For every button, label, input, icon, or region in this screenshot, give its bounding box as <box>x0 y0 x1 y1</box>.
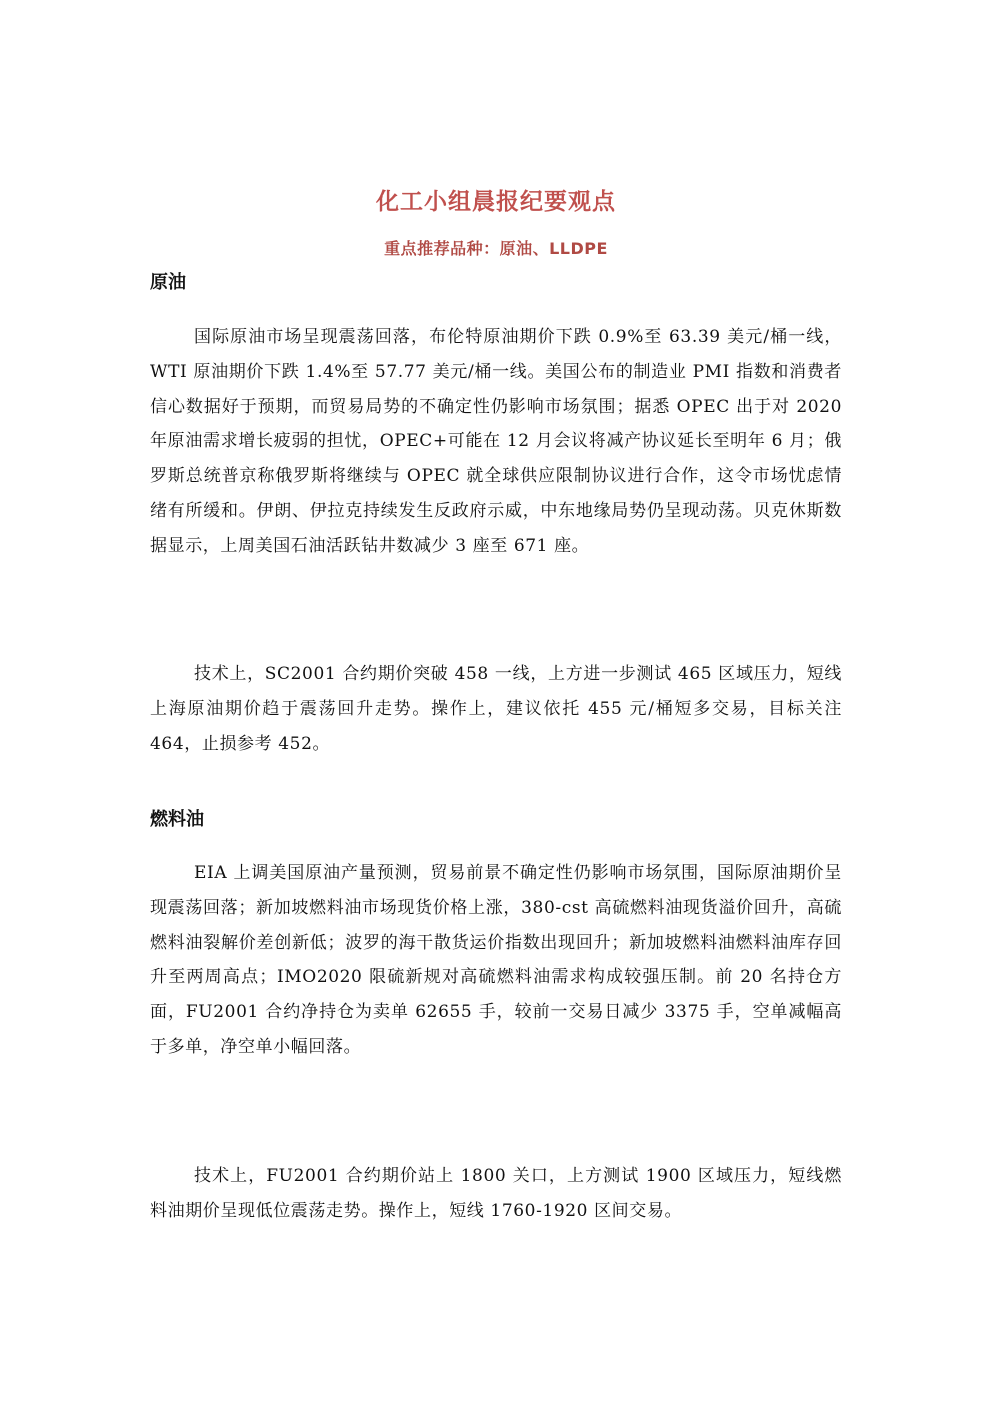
fuel-oil-paragraph-technical: 技术上，FU2001 合约期价站上 1800 关口，上方测试 1900 区域压力，短线燃料油期价呈现低位震荡走势。操作上，短线 1760-1920 区间交易。 <box>150 1166 842 1221</box>
crude-oil-paragraph-technical: 技术上，SC2001 合约期价突破 458 一线，上方进一步测试 465 区域压力，短线上海原油期价趋于震荡回升走势。操作上，建议依托 455 元/桶短多交易，目标关注 464，止损参考 452。 <box>150 664 842 754</box>
crude-oil-paragraph-market: 国际原油市场呈现震荡回落，布伦特原油期价下跌 0.9%至 63.39 美元/桶一线，WTI 原油期价下跌 1.4%至 57.77 美元/桶一线。美国公布的制造业 PMI 指数和消费者信心数据好于预期，而贸易局势的不确定性仍影响市场氛围；据悉 OPEC 出于对 2020 年原油需求增长疲弱的担忧，OPEC+可能在 12 月会议将减产协议延长至明年 6 月；俄罗斯总统普京称俄罗斯将继续与 OPEC 就全球供应限制协议进行合作，这令市场忧虑情绪有所缓和。伊朗、伊拉克持续发生反政府示威，中东地缘局势仍呈现动荡。贝克休斯数据显示，上周美国石油活跃钻井数减少 3 座至 671 座。 <box>150 327 842 556</box>
document-title: 化工小组晨报纪要观点 <box>376 189 616 215</box>
fuel-oil-paragraph-market: EIA 上调美国原油产量预测，贸易前景不确定性仍影响市场氛围，国际原油期价呈现震荡回落；新加坡燃料油市场现货价格上涨，380-cst 高硫燃料油现货溢价回升，高硫燃料油裂解价差创新低；波罗的海干散货运价指数出现回升；新加坡燃料油燃料油库存回升至两周高点；IMO2020 限硫新规对高硫燃料油需求构成较强压制。前 20 名持仓方面，FU2001 合约净持仓为卖单 62655 手，较前一交易日减少 3375 手，空单减幅高于多单，净空单小幅回落。 <box>150 863 842 1057</box>
document-subtitle: 重点推荐品种：原油、LLDPE <box>384 239 608 258</box>
section-heading-fuel-oil: 燃料油 <box>150 809 204 830</box>
section-heading-crude-oil: 原油 <box>150 272 186 293</box>
